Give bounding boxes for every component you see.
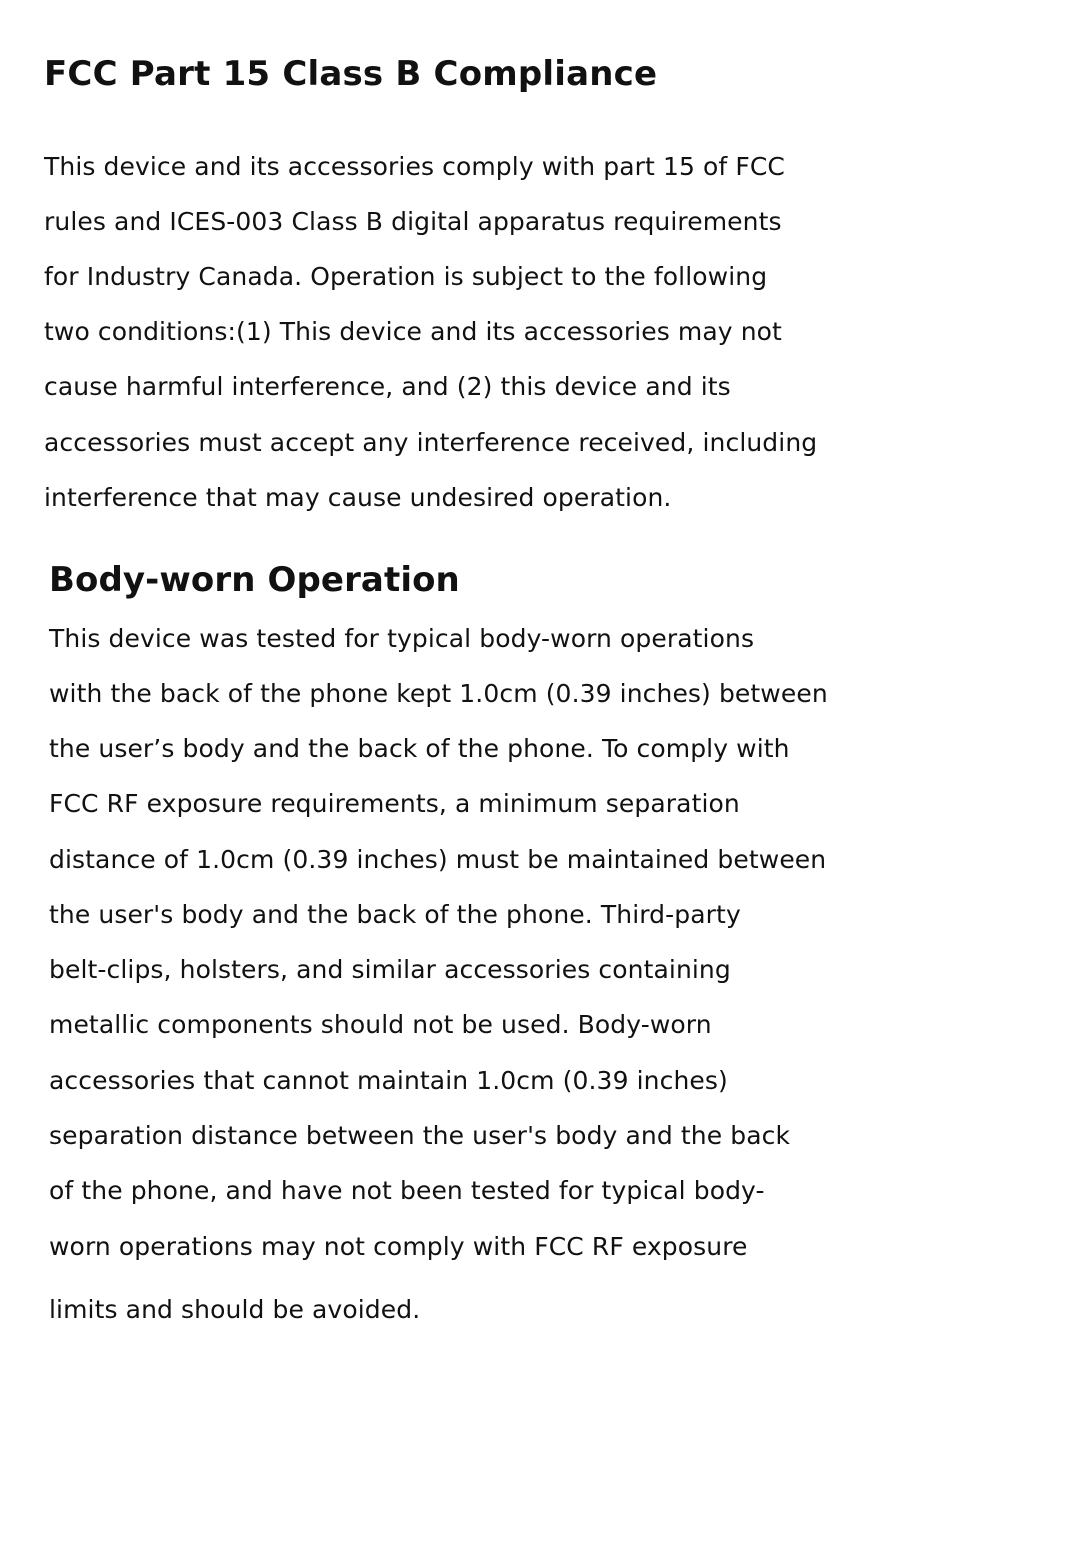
body-worn-paragraph-line: limits and should be avoided. — [49, 1295, 421, 1324]
body-worn-paragraph-line: distance of 1.0cm (0.39 inches) must be maintained between — [49, 845, 827, 874]
fcc-paragraph-line: This device and its accessories comply with part 15 of FCC — [44, 152, 785, 181]
body-worn-paragraph-line: worn operations may not comply with FCC RF exposure — [49, 1232, 748, 1261]
fcc-paragraph-line: interference that may cause undesired operation. — [44, 483, 672, 512]
body-worn-paragraph-line: belt-clips, holsters, and similar accessories containing — [49, 955, 731, 984]
body-worn-paragraph-line: with the back of the phone kept 1.0cm (0.39 inches) between — [49, 679, 828, 708]
body-worn-paragraph-line: the user’s body and the back of the phone. To comply with — [49, 734, 790, 763]
section-title-fcc-compliance: FCC Part 15 Class B Compliance — [44, 54, 658, 94]
body-worn-paragraph-line: metallic components should not be used. Body-worn — [49, 1010, 712, 1039]
body-worn-paragraph-line: accessories that cannot maintain 1.0cm (0.39 inches) — [49, 1066, 728, 1095]
body-worn-paragraph-line: FCC RF exposure requirements, a minimum separation — [49, 789, 740, 818]
fcc-paragraph-line: for Industry Canada. Operation is subject to the following — [44, 262, 768, 291]
fcc-paragraph-line: rules and ICES-003 Class B digital apparatus requirements — [44, 207, 782, 236]
body-worn-paragraph-line: This device was tested for typical body-worn operations — [49, 624, 755, 653]
section-title-body-worn-operation: Body-worn Operation — [49, 560, 460, 600]
body-worn-paragraph-line: of the phone, and have not been tested for typical body- — [49, 1176, 765, 1205]
fcc-paragraph-line: accessories must accept any interference received, including — [44, 428, 818, 457]
body-worn-paragraph-line: the user's body and the back of the phone. Third-party — [49, 900, 741, 929]
body-worn-paragraph-line: separation distance between the user's body and the back — [49, 1121, 791, 1150]
fcc-paragraph-line: cause harmful interference, and (2) this device and its — [44, 372, 731, 401]
fcc-paragraph-line: two conditions:(1) This device and its accessories may not — [44, 317, 782, 346]
